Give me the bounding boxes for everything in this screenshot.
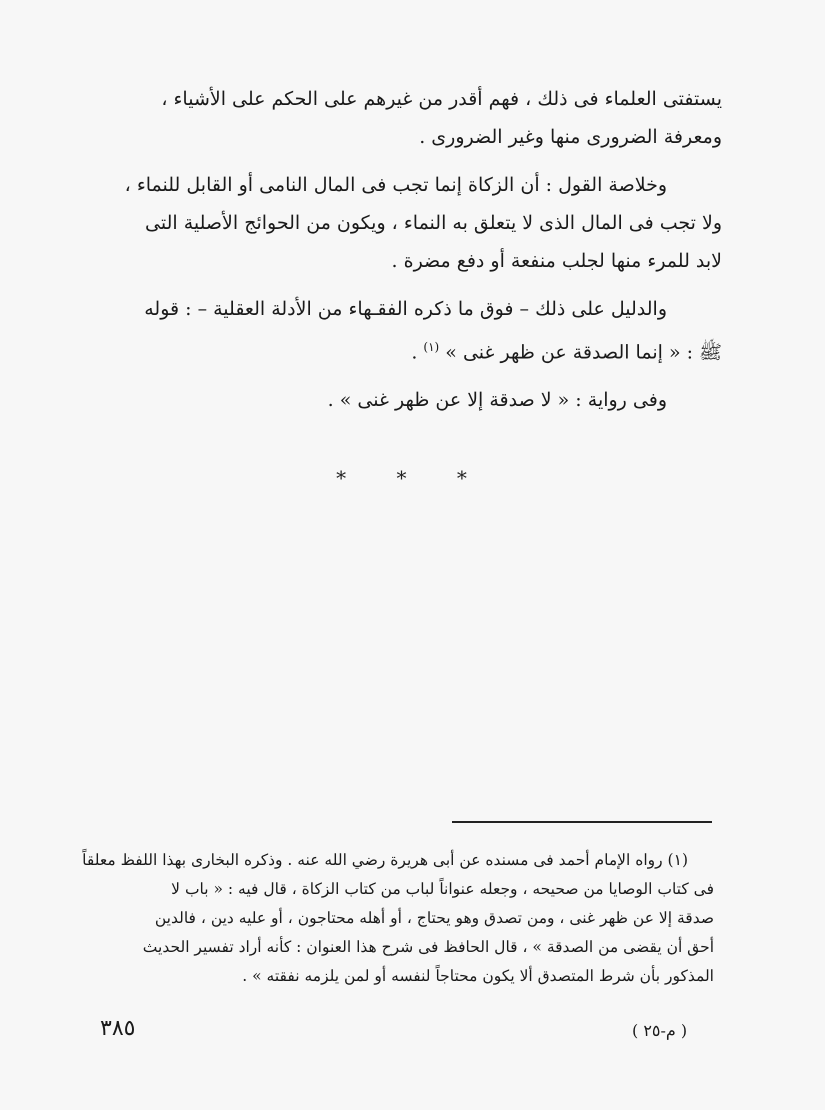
text-line: وفى رواية : « لا صدقة إلا عن ظهر غنى » . <box>327 389 667 412</box>
line-end: . <box>411 341 418 364</box>
text-line: ولا تجب فى المال الذى لا يتعلق به النماء ، ويكون من الحوائج الأصلية التى <box>145 212 722 234</box>
page-number: ٣٨٥ <box>100 1016 136 1041</box>
text-line: وخلاصة القول : أن الزكاة إنما تجب فى المال النامى أو القابل للنماء ، <box>124 174 667 196</box>
paragraph-1 <box>100 80 722 156</box>
footnote-line: (١) رواه الإمام أحمد فى مسنده عن أبى هريرة رضي الله عنه . وذكره البخارى بهذا اللفظ معلقاً <box>82 851 688 869</box>
section-separator: * * * <box>336 466 489 490</box>
paragraph-4 <box>100 381 722 419</box>
text-line: يستفتى العلماء فى ذلك ، فهم أقدر من غيرهم على الحكم على الأشياء ، <box>161 88 722 110</box>
footnote-divider <box>452 821 712 823</box>
footnote-line: المذكور بأن شرط المتصدق ألا يكون محتاجاً لنفسه أو لمن يلزمه نفقته » . <box>242 967 714 985</box>
text-line: والدليل على ذلك – فوق ما ذكره الفقـهاء من الأدلة العقلية – : قوله <box>144 298 667 320</box>
footnotes <box>82 846 714 991</box>
paragraph-3 <box>100 290 722 371</box>
paragraph-2 <box>100 166 722 280</box>
text-line: لابد للمرء منها لجلب منفعة أو دفع مضرة . <box>391 250 722 272</box>
text-line: ومعرفة الضرورى منها وغير الضرورى . <box>419 126 722 148</box>
footnote-line: صدقة إلا عن ظهر غنى ، ومن تصدق وهو يحتاج ، أو أهله محتاجون ، أو عليه دين ، فالدين <box>154 909 714 927</box>
footnote-reference: (١) <box>423 340 440 354</box>
footnote-line: فى كتاب الوصايا من صحيحه ، وجعله عنواناً لباب من كتاب الزكاة ، قال فيه : « باب لا <box>171 880 714 898</box>
main-text <box>100 80 722 419</box>
footnote-line: أحق أن يقضى من الصدقة » ، قال الحافظ فى شرح هذا العنوان : كأنه أراد تفسير الحديث <box>142 938 714 956</box>
signature-mark: ( م-٢٥ ) <box>632 1021 688 1040</box>
text-line <box>100 328 722 371</box>
hadith-quote: ﷺ : « إنما الصدقة عن ظهر غنى » <box>445 341 722 364</box>
